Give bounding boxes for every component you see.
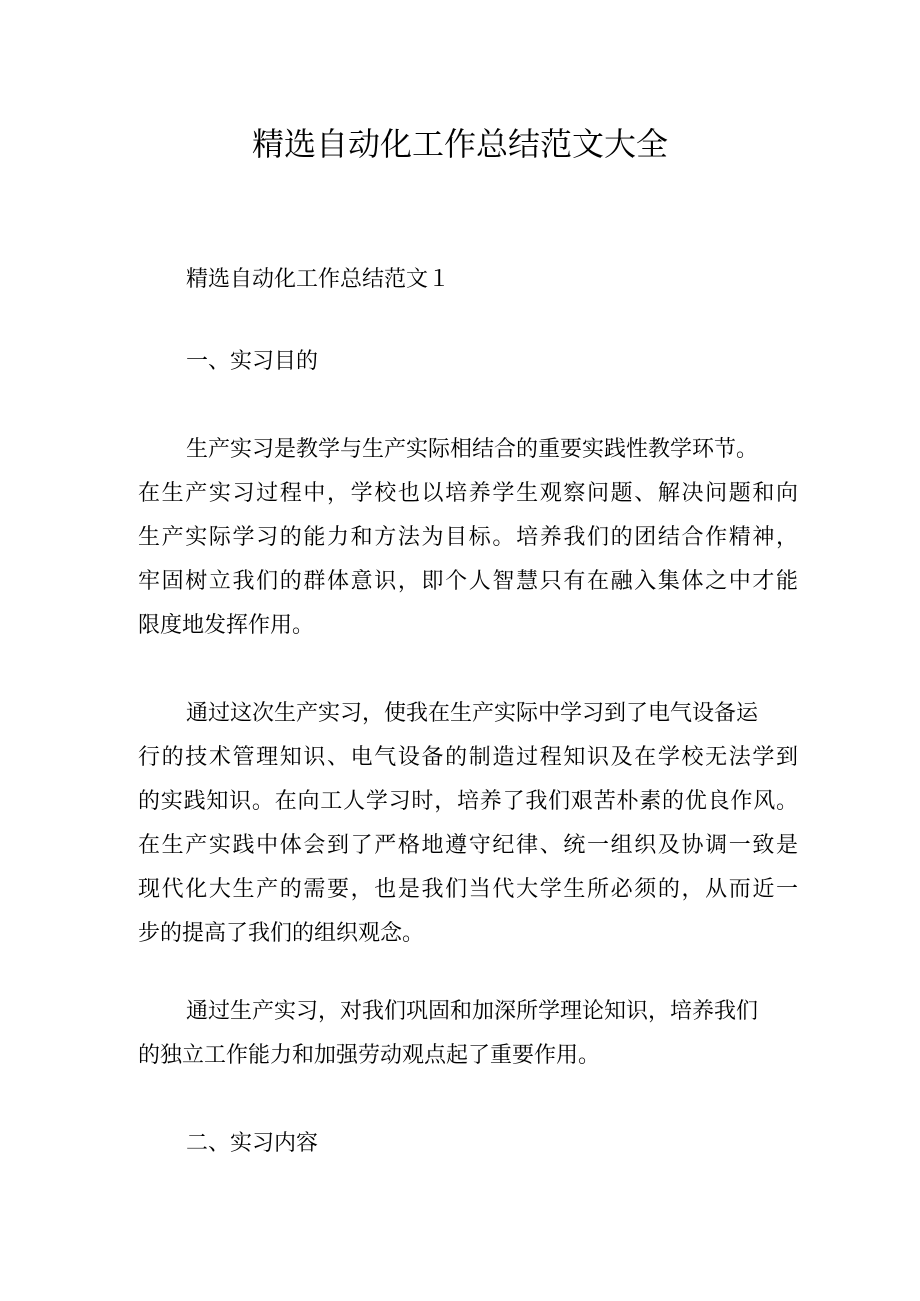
- paragraph-line: 步的提高了我们的组织观念。: [138, 921, 425, 946]
- section-heading-purpose: 一、实习目的: [186, 349, 319, 374]
- paragraph-line: 牢固树立我们的群体意识，即个人智慧只有在融入集体之中才能: [138, 569, 798, 594]
- paragraph-line: 在生产实习过程中，学校也以培养学生观察问题、解决问题和向: [138, 481, 798, 506]
- subtitle: 精选自动化工作总结范文１: [186, 267, 451, 292]
- paragraph-line: 行的技术管理知识、电气设备的制造过程知识及在学校无法学到: [138, 745, 798, 770]
- paragraph-line: 通过这次生产实习，使我在生产实际中学习到了电气设备运: [186, 701, 759, 726]
- section-heading-content: 二、实习内容: [186, 1131, 319, 1156]
- paragraph-line: 在生产实践中体会到了严格地遵守纪律、统一组织及协调一致是: [138, 833, 798, 858]
- paragraph-line: 的独立工作能力和加强劳动观点起了重要作用。: [138, 1043, 601, 1068]
- paragraph-line: 生产实际学习的能力和方法为目标。培养我们的团结合作精神，: [138, 525, 798, 550]
- document-title: 精选自动化工作总结范文大全: [251, 125, 668, 163]
- paragraph-line: 现代化大生产的需要，也是我们当代大学生所必须的，从而近一: [138, 877, 798, 902]
- paragraph-line: 限度地发挥作用。: [138, 613, 315, 638]
- paragraph-line: 的实践知识。在向工人学习时，培养了我们艰苦朴素的优良作风。: [138, 789, 798, 814]
- paragraph-line: 通过生产实习，对我们巩固和加深所学理论知识，培养我们: [186, 999, 759, 1024]
- paragraph-line: 生产实习是教学与生产实际相结合的重要实践性教学环节。: [186, 437, 759, 462]
